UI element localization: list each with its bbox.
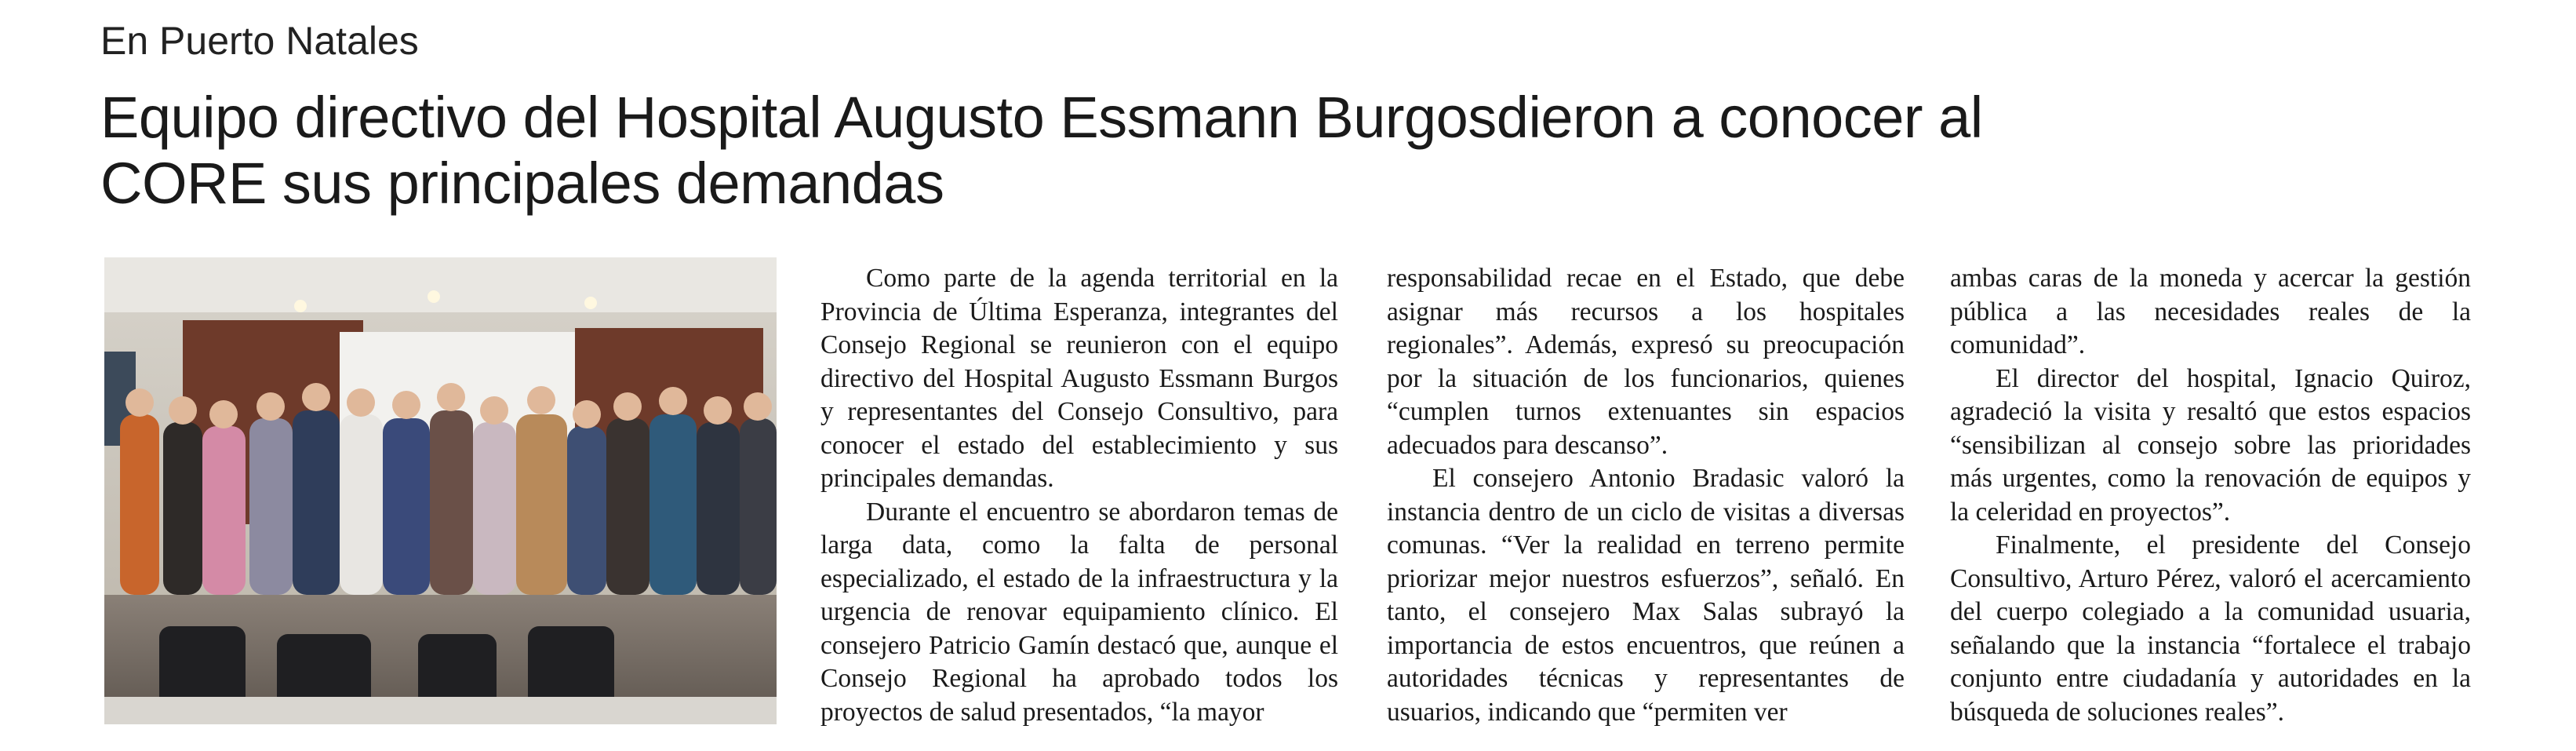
article-column-1 [820, 262, 1338, 729]
article-column-2 [1387, 262, 1905, 729]
group-photo-illustration [104, 257, 777, 724]
headline: Equipo directivo del Hospital Augusto Essmann Burgosdieron a conocer al CORE sus principales demandas [100, 85, 1983, 216]
paragraph: responsabilidad recae en el Estado, que debe asignar más recursos a los hospitales regionales”. Además, expresó su preocupación por la situación de los funcionarios, quienes “cumplen turnos extenuantes sin espacios adecuados para descanso”. [1387, 264, 1905, 460]
paragraph: El director del hospital, Ignacio Quiroz, agradeció la visita y resaltó que estos espacios “sensibilizan al consejo sobre las prioridades más urgentes, como la renovación de equipos y la celeridad en proyectos”. [1950, 363, 2471, 527]
paragraph: El consejero Antonio Bradasic valoró la instancia dentro de un ciclo de visitas a diversas comunas. “Ver la realidad en terreno permite priorizar mejor nuestros esfuerzos”, señaló. En tanto, el consejero Max Salas subrayó la importancia de estos encuentros, que reúnen a autoridades técnicas y representantes de usuarios, indicando que “permiten ver [1387, 464, 1905, 727]
group-photo [104, 257, 777, 724]
paragraph: Finalmente, el presidente del Consejo Consultivo, Arturo Pérez, valoró el acercamiento del cuerpo colegiado a la comunidad usuaria, señalando que la instancia “fortalece el trabajo conjunto entre ciudadanía y autoridades en la búsqueda de soluciones reales”. [1950, 530, 2471, 727]
article-column-3 [1950, 262, 2471, 729]
paragraph: ambas caras de la moneda y acercar la gestión pública a las necesidades reales de la comunidad”. [1950, 264, 2471, 359]
kicker: En Puerto Natales [100, 19, 419, 63]
paragraph: Durante el encuentro se abordaron temas de larga data, como la falta de personal especializado, el estado de la infraestructura y la urgencia de renovar equipamiento clínico. El consejero Patricio Gamín destacó que, aunque el Consejo Regional ha aprobado todos los proyectos de salud presentados, “la mayor [820, 497, 1338, 727]
paragraph: Como parte de la agenda territorial en la Provincia de Última Esperanza, integrantes del Consejo Regional se reunieron con el equipo directivo del Hospital Augusto Essmann Burgos y representantes del Consejo Consultivo, para conocer el estado del establecimiento y sus principales demandas. [820, 264, 1338, 493]
